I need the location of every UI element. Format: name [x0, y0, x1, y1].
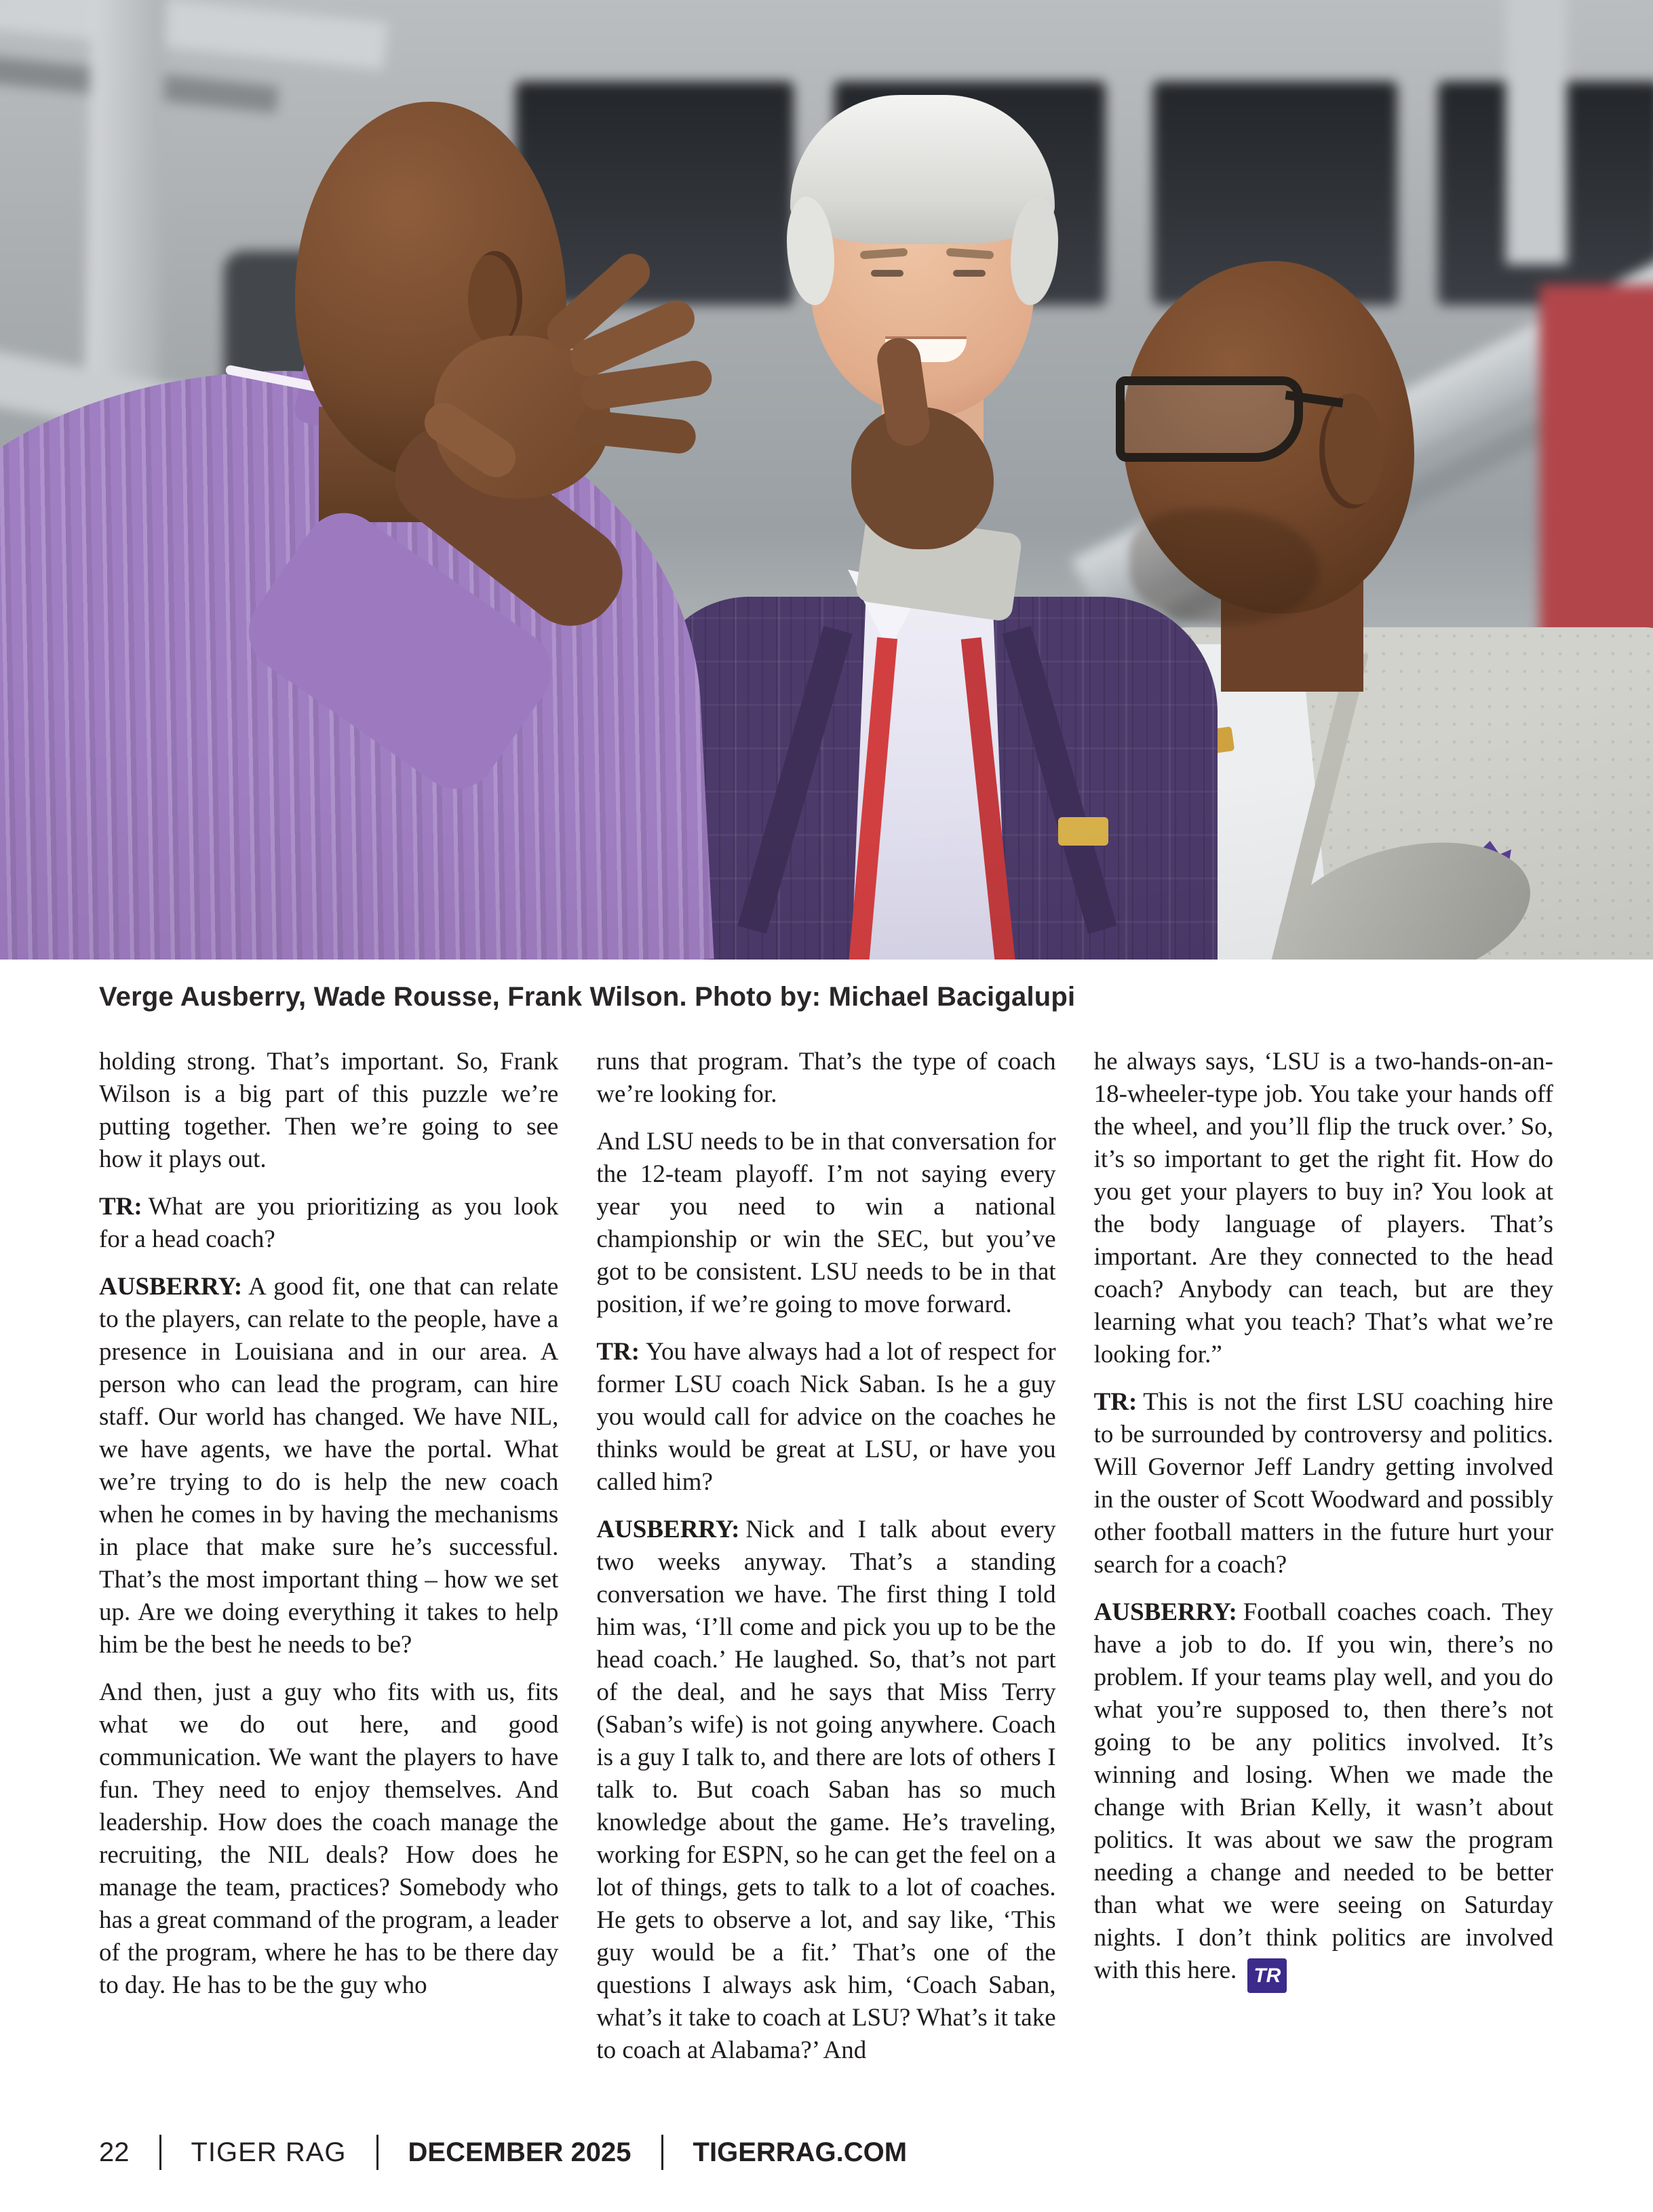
- paragraph-text: And then, just a guy who fits with us, fits what we do out here, and good communication. We want the players to have fun. They need to enjoy themselves. And leadership. How does the coach manage the recruiting, the NIL deals? How does he manage the team, practices? Somebody who has a great command of the program, a leader of the program, where he has to be there day to day. He has to be the guy who: [99, 1678, 559, 1999]
- paragraph: [99, 1676, 558, 2002]
- article-photo: [0, 0, 1653, 960]
- paragraph-text: And LSU needs to be in that conversation for the 12-team playoff. I’m not saying every year you need to win a national championship or win the SEC, but you’ve got to be consistent. LSU needs to be in that position, if we’re going to move forward.: [596, 1128, 1056, 1318]
- tiger-rag-end-mark: TR: [1247, 1958, 1287, 1993]
- paragraph: [1094, 1596, 1553, 1993]
- paragraph-text: You have always had a lot of respect for former LSU coach Nick Saban. Is he a guy you would call for advice on the coaches he thinks would be great at LSU, or have you called him?: [596, 1338, 1056, 1496]
- paragraph: [596, 1514, 1055, 2067]
- magazine-name: TIGER RAG: [191, 2137, 347, 2167]
- paragraph-text: holding strong. That’s important. So, Frank Wilson is a big part of this puzzle we’re putting together. Then we’re going to see how it plays out.: [99, 1048, 559, 1173]
- footer-divider: [159, 2135, 161, 2170]
- speaker-label: AUSBERRY:: [596, 1516, 740, 1543]
- page-number: 22: [99, 2137, 130, 2167]
- paragraph: [596, 1046, 1055, 1111]
- photo-vignette: [0, 0, 1653, 960]
- paragraph: [1094, 1386, 1553, 1581]
- paragraph-text: What are you prioritizing as you look for a head coach?: [99, 1193, 559, 1253]
- article-column-3: [1094, 1046, 1553, 2107]
- website-url: TIGERRAG.COM: [693, 2137, 908, 2167]
- article-column-2: [596, 1046, 1055, 2107]
- speaker-label: TR:: [99, 1193, 142, 1221]
- paragraph: [99, 1271, 558, 1661]
- paragraph-text: Nick and I talk about every two weeks anyway. That’s a standing conversation we have. The first thing I told him was, ‘I’ll come and pick you up to be the head coach.’ He laughed. So, that’s not part of the deal, and he says that Miss Terry (Saban’s wife) is not going anywhere. Coach is a guy I talk to, and there are lots of others I talk to. But coach Saban has so much knowledge about the game. He’s traveling, working for ESPN, so he can get the feel on a lot of things, gets to talk to a lot of coaches. He gets to observe a lot, and say like, ‘This guy would be a fit.’ That’s one of the questions I always ask him, ‘Coach Saban, what’s it take to coach at LSU? What’s it take to coach at Alabama?’ And: [596, 1516, 1056, 2064]
- paragraph-text: Football coaches coach. They have a job to do. If you win, there’s no problem. If your teams play well, and you do what you’re supposed to, then there’s not going to be any politics involved. It’s winning and losing. When we made the change with Brian Kelly, it wasn’t about politics. It was about we saw the program needing a change and needed to be better than what we were seeing on Saturday nights. I don’t think politics are involved with this here.: [1093, 1598, 1553, 1984]
- photo-caption: Verge Ausberry, Wade Rousse, Frank Wilson. Photo by: Michael Bacigalupi: [99, 982, 1076, 1012]
- paragraph: [99, 1191, 558, 1256]
- paragraph: [1094, 1046, 1553, 1371]
- footer-divider: [376, 2135, 378, 2170]
- footer-divider: [661, 2135, 663, 2170]
- paragraph-text: he always says, ‘LSU is a two-hands-on-an-18-wheeler-type job. You take your hands off the wheel, and you’ll flip the truck over.’ So, it’s so important to get the right fit. How do you get your players to buy in? You look at the body language of players. That’s important. Are they connected to the head coach? Anybody can teach, but are they learning what you teach? That’s what we’re looking for.”: [1093, 1048, 1553, 1368]
- speaker-label: AUSBERRY:: [1093, 1598, 1237, 1626]
- speaker-label: TR:: [596, 1338, 640, 1366]
- paragraph-text: A good fit, one that can relate to the players, can relate to the people, have a presence in Louisiana and in our area. A person who can lead the program, can hire staff. Our world has changed. We have NIL, we have agents, we have the portal. What we’re trying to do is help the new coach when he comes in by having the mechanisms in place that make sure he’s successful. That’s the most important thing – how we set up. Are we doing everything it takes to help him be the best he needs to be?: [99, 1273, 559, 1659]
- article-body: [99, 1046, 1553, 2107]
- paragraph: [99, 1046, 558, 1176]
- paragraph: [596, 1126, 1055, 1321]
- speaker-label: AUSBERRY:: [99, 1273, 243, 1301]
- page-footer: [99, 2135, 907, 2170]
- paragraph-text: This is not the first LSU coaching hire to be surrounded by controversy and politics. Will Governor Jeff Landry getting involved in the ouster of Scott Woodward and possibly other football matters in the future hurt your search for a coach?: [1093, 1388, 1553, 1579]
- article-column-1: [99, 1046, 558, 2107]
- speaker-label: TR:: [1093, 1388, 1137, 1416]
- paragraph-text: runs that program. That’s the type of coach we’re looking for.: [596, 1048, 1056, 1108]
- paragraph: [596, 1336, 1055, 1499]
- issue-date: DECEMBER 2025: [408, 2137, 631, 2167]
